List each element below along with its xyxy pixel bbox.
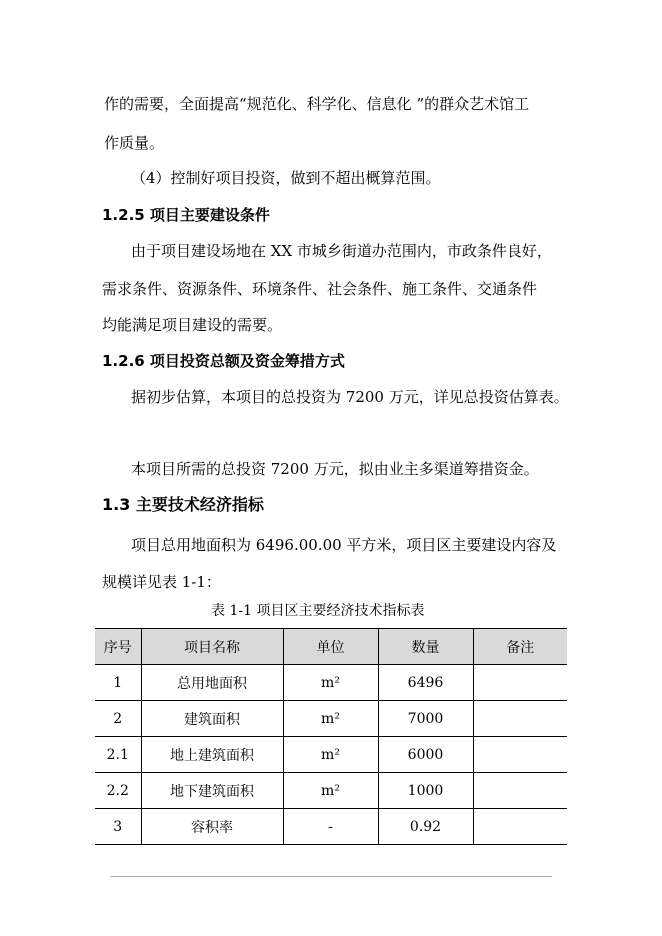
table-header-row bbox=[95, 629, 567, 665]
indicator-table bbox=[95, 628, 567, 845]
column-header: 项目名称 bbox=[141, 629, 283, 665]
paragraph-line: 项目总用地面积为 6496.00.00 平方米，项目区主要建设内容及 bbox=[131, 536, 557, 554]
table-row bbox=[95, 665, 567, 701]
table-cell: 2.1 bbox=[95, 737, 141, 773]
paragraph-line: （4）控制好项目投资，做到不超出概算范围。 bbox=[131, 169, 441, 187]
table-cell: 1 bbox=[95, 665, 141, 701]
paragraph-line: 由于项目建设场地在 XX 市城乡街道办范围内，市政条件良好， bbox=[131, 242, 552, 260]
table-row bbox=[95, 773, 567, 809]
table-cell: m² bbox=[283, 737, 378, 773]
table-cell: 6000 bbox=[378, 737, 473, 773]
table-caption: 表 1-1 项目区主要经济技术指标表 bbox=[211, 603, 425, 619]
table-cell: 6496 bbox=[378, 665, 473, 701]
column-header: 序号 bbox=[95, 629, 141, 665]
table-cell: 容积率 bbox=[141, 809, 283, 845]
table-cell bbox=[473, 809, 567, 845]
table-cell: 地上建筑面积 bbox=[141, 737, 283, 773]
paragraph-line: 作的需要，全面提高“规范化、科学化、信息化 ”的群众艺术馆工 bbox=[104, 95, 530, 113]
paragraph-line: 需求条件、资源条件、环境条件、社会条件、施工条件、交通条件 bbox=[102, 280, 538, 298]
paragraph-line: 作质量。 bbox=[104, 134, 165, 152]
column-header: 备注 bbox=[473, 629, 567, 665]
table-cell: m² bbox=[283, 665, 378, 701]
section-heading-1-3: 1.3 主要技术经济指标 bbox=[102, 495, 264, 514]
paragraph-line: 均能满足项目建设的需要。 bbox=[102, 316, 283, 334]
footer-divider bbox=[110, 876, 552, 877]
table-cell: 1000 bbox=[378, 773, 473, 809]
table-cell: 2.2 bbox=[95, 773, 141, 809]
table-cell: m² bbox=[283, 773, 378, 809]
table-cell bbox=[473, 737, 567, 773]
table-cell: 总用地面积 bbox=[141, 665, 283, 701]
column-header: 数量 bbox=[378, 629, 473, 665]
table-cell bbox=[473, 665, 567, 701]
section-heading-1-2-6: 1.2.6 项目投资总额及资金筹措方式 bbox=[102, 352, 345, 370]
column-header: 单位 bbox=[283, 629, 378, 665]
table-cell: - bbox=[283, 809, 378, 845]
paragraph-line: 规模详见表 1-1： bbox=[102, 573, 221, 591]
table-cell: m² bbox=[283, 701, 378, 737]
table-cell: 2 bbox=[95, 701, 141, 737]
table-cell: 0.92 bbox=[378, 809, 473, 845]
table-cell: 7000 bbox=[378, 701, 473, 737]
table-cell bbox=[473, 773, 567, 809]
table-cell: 建筑面积 bbox=[141, 701, 283, 737]
table-row bbox=[95, 809, 567, 845]
paragraph-line: 本项目所需的总投资 7200 万元，拟由业主多渠道筹措资金。 bbox=[131, 460, 539, 478]
table-row bbox=[95, 737, 567, 773]
table-cell: 地下建筑面积 bbox=[141, 773, 283, 809]
table-cell bbox=[473, 701, 567, 737]
table-row bbox=[95, 701, 567, 737]
section-heading-1-2-5: 1.2.5 项目主要建设条件 bbox=[102, 206, 270, 224]
table-cell: 3 bbox=[95, 809, 141, 845]
paragraph-line: 据初步估算，本项目的总投资为 7200 万元，详见总投资估算表。 bbox=[131, 388, 569, 406]
